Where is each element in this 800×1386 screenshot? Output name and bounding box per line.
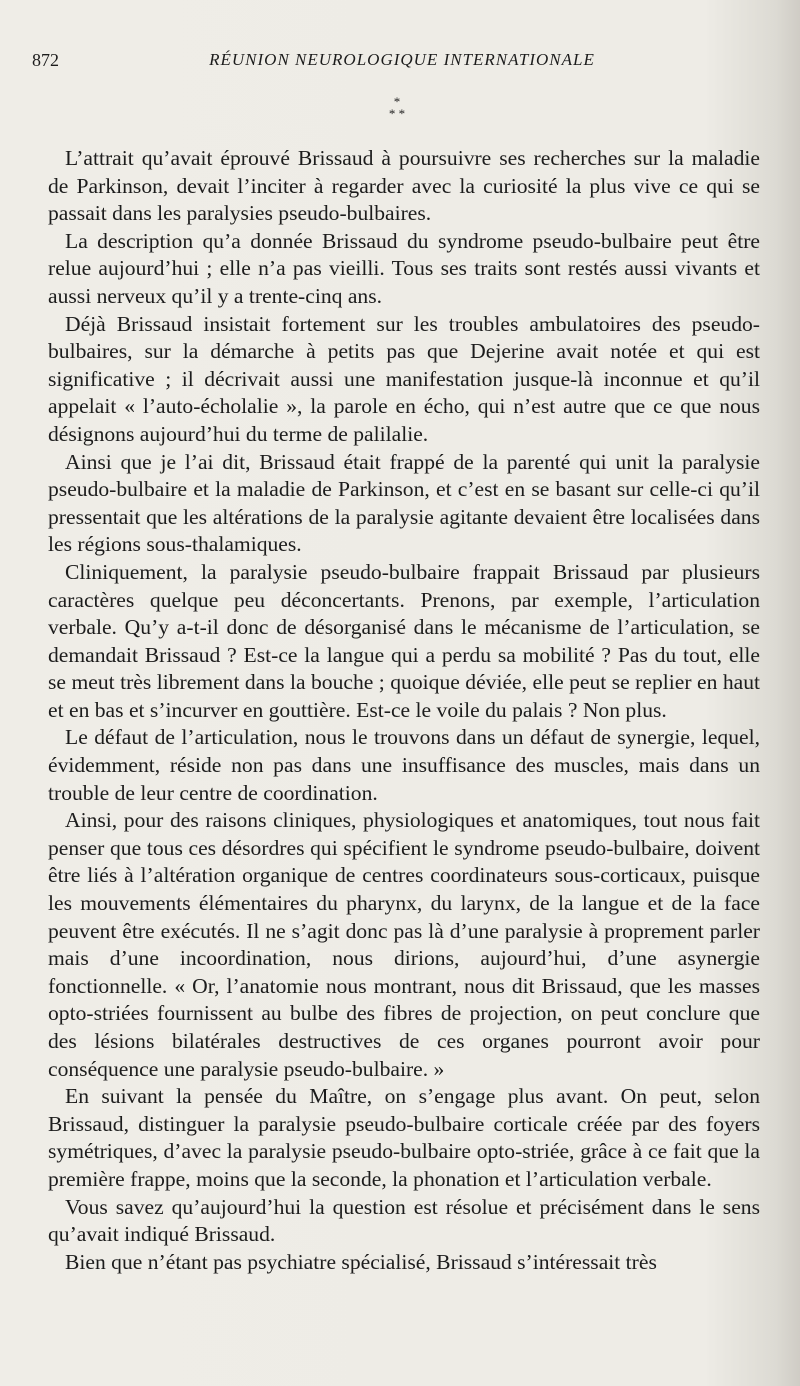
paragraph-8: En suivant la pensée du Maître, on s’engage plus avant. On peut, selon Brissaud, distinguer la paralysie pseudo-bulbaire corticale créée par des foyers symétriques, d’avec la paralysie pseudo-bulbaire opto-striée, grâce à ce fait que la première frappe, moins que la seconde, la phonation et l’articulation verbale. xyxy=(48,1084,760,1191)
running-head: RÉUNION NEUROLOGIQUE INTERNATIONALE xyxy=(209,50,595,69)
body-text xyxy=(48,145,760,1276)
page-header xyxy=(32,46,772,76)
section-asterism xyxy=(372,96,422,128)
paragraph-9: Vous savez qu’aujourd’hui la question est résolue et précisément dans le sens qu’avait indiqué Brissaud. xyxy=(48,1194,760,1247)
paragraph-3: Déjà Brissaud insistait fortement sur les troubles ambulatoires des pseudo-bulbaires, sur la démarche à petits pas que Dejerine avait notée et qui est significative ; il décrivait aussi une manifestation jusque-là inconnue et qu’il appelait « l’auto-écholalie », la parole en écho, qui n’est autre que ce que nous désignons aujourd’hui du terme de palilalie. xyxy=(48,311,760,446)
paragraph-4: Ainsi que je l’ai dit, Brissaud était frappé de la parenté qui unit la paralysie pseudo-bulbaire et la maladie de Parkinson, et c’est en se basant sur celle-ci qu’il pressentait que les altérations de la paralysie agitante devaient être localisées dans les régions sous-thalamiques. xyxy=(48,449,760,557)
paragraph-2: La description qu’a donnée Brissaud du syndrome pseudo-bulbaire peut être relue aujourd’hui ; elle n’a pas vieilli. Tous ses traits sont restés aussi vivants et aussi nerveux qu’il y a trente-cinq ans. xyxy=(48,228,760,308)
paragraph-5: Cliniquement, la paralysie pseudo-bulbaire frappait Brissaud par plusieurs caractères quelque peu déconcertants. Prenons, par exemple, l’articulation verbale. Qu’y a-t-il donc de désorganisé dans le mécanisme de l’articulation, se demandait Brissaud ? Est-ce la langue qui a perdu sa mobilité ? Pas du tout, elle se meut très librement dans la bouche ; quoique déviée, elle peut se replier en haut et en bas et s’incurver en gouttière. Est-ce le voile du palais ? Non plus. xyxy=(48,559,760,722)
page-number: 872 xyxy=(32,50,59,70)
paragraph-7: Ainsi, pour des raisons cliniques, physiologiques et anatomiques, tout nous fait penser que tous ces désordres qui spécifient le syndrome pseudo-bulbaire, doivent être liés à l’altération organique de centres coordinateurs sous-corticaux, puisque les mouvements élémentaires du pharynx, du larynx, de la langue et de la face peuvent être exécutés. Il ne s’agit donc pas là d’une paralysie à proprement parler mais d’une incoordination, nous dirions, aujourd’hui, d’une asynergie fonctionnelle. « Or, l’anatomie nous montrant, nous dit Brissaud, que les masses opto-striées fournissent au bulbe des fibres de projection, on peut conclure que des lésions bilatérales destructives de ces organes pourront avoir pour conséquence une paralysie pseudo-bulbaire. » xyxy=(48,808,760,1081)
asterism-top: * xyxy=(393,94,401,109)
paragraph-10: Bien que n’étant pas psychiatre spécialisé, Brissaud s’intéressait très xyxy=(65,1249,657,1274)
paragraph-6: Le défaut de l’articulation, nous le trouvons dans un défaut de synergie, lequel, évidemment, réside non pas dans une insuffisance des muscles, mais dans un trouble de leur centre de coordination. xyxy=(48,725,760,805)
asterism-bottom: * * xyxy=(388,106,406,121)
paragraph-1: L’attrait qu’avait éprouvé Brissaud à poursuivre ses recherches sur la maladie de Parkinson, devait l’inciter à regarder avec la curiosité la plus vive ce qui se passait dans les paralysies pseudo-bulbaires. xyxy=(48,146,760,226)
